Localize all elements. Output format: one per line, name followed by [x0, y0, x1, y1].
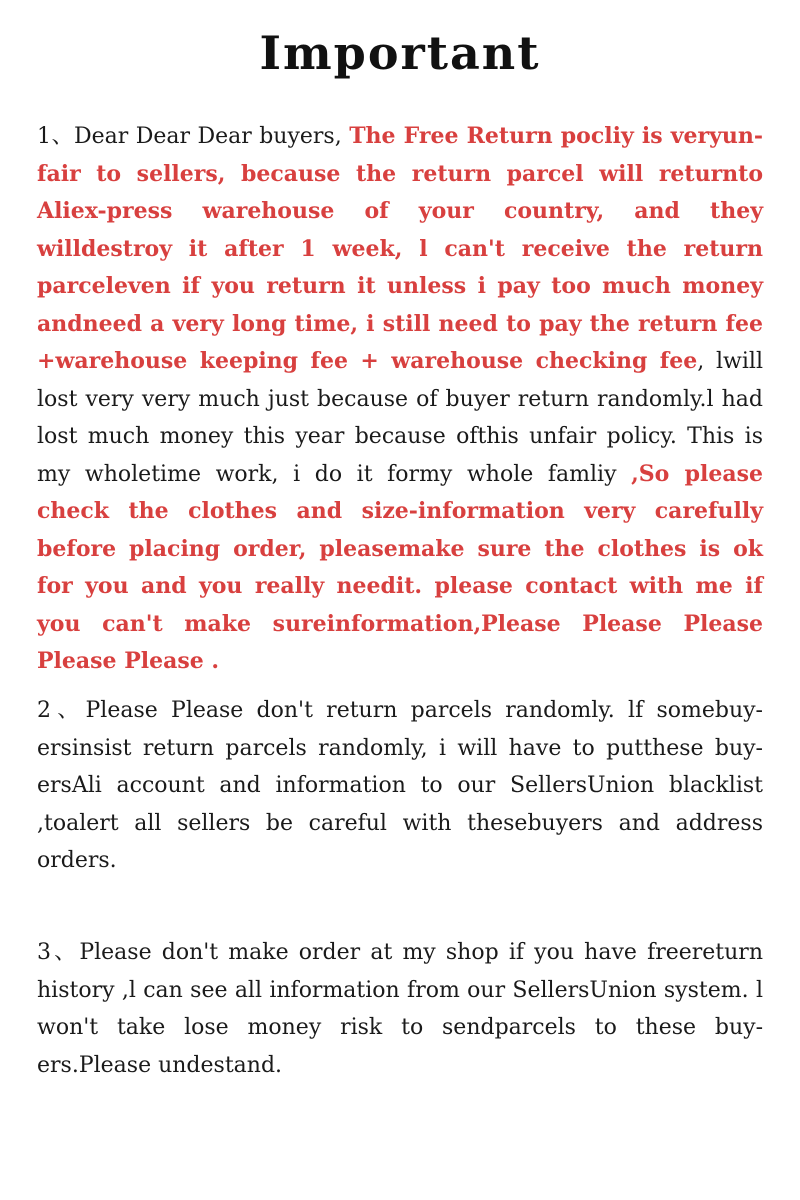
paragraph-1-request-highlight: ,So please check the clothes and size-information very carefully before placing order, pleasemake sure the clothes is ok for you and you really needit. please contact with me if you can't make sureinformation,Please Please Please Please Please .: [37, 460, 763, 674]
paragraph-1-body: , lwill lost very very much just because of buyer return randomly.l had lost much money this year because ofthis unfair policy. This is my wholetime work, i do it formy whole famliy: [37, 349, 763, 487]
page-title: Important: [259, 26, 541, 80]
paragraph-1-warning-highlight: The Free Return pocliy is veryun-fair to sellers, because the return parcel will returnto Aliex-press warehouse of your country, and they willdestroy it after 1 week, l can't receive the return parceleven if you return it unless i pay too much money andneed a very long time, i still need to pay the return fee +warehouse keeping fee + warehouse checking fee: [37, 123, 764, 374]
notice-paragraph-1: [37, 118, 763, 681]
notice-paragraph-3: 3、Please don't make order at my shop if you have freereturn history ,l can see all information from our SellersUnion system. l won't take lose money risk to sendparcels to these buy-ers.Please undestand.: [37, 940, 763, 1078]
paragraph-1-intro: 1、Dear Dear Dear buyers,: [37, 124, 350, 149]
notice-paragraph-2: 2、Please Please don't return parcels randomly. lf somebuy-ersinsist return parcels randomly, i will have to putthese buy-ersAli account and information to our SellersUnion blacklist ,toalert all sellers be careful with thesebuyers and address orders.: [37, 698, 763, 873]
